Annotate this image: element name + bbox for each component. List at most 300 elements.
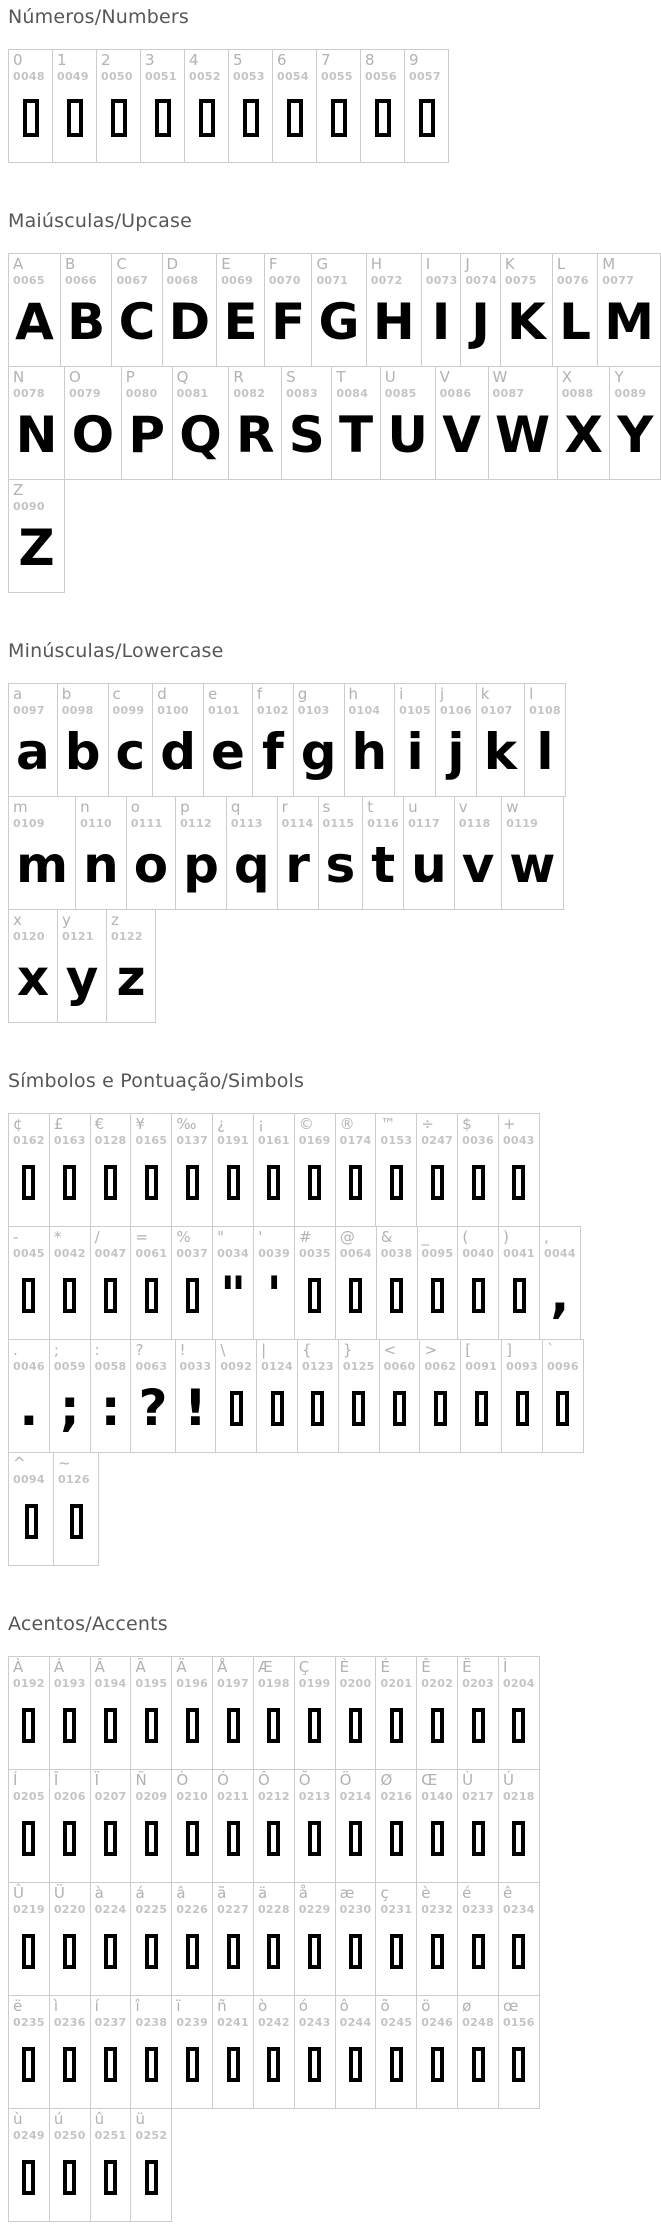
- glyph-char-label: ]: [506, 1341, 512, 1359]
- glyph-code-label: 0072: [370, 273, 403, 287]
- missing-glyph-box-icon: [349, 2047, 362, 2082]
- glyph-code-label: 0198: [257, 1676, 290, 1690]
- glyph-code-label: 0073: [425, 273, 458, 287]
- glyph-code-label: 0115: [322, 816, 355, 830]
- glyph-char-label: ç: [380, 1884, 389, 1902]
- missing-glyph-box-icon: [308, 1708, 321, 1743]
- glyph-code-label: 0091: [465, 1359, 498, 1373]
- glyph-section: [8, 6, 661, 163]
- glyph-preview-missing: [376, 1804, 416, 1882]
- glyph-code-label: 0087: [492, 386, 525, 400]
- glyph-cell-header: [540, 1227, 580, 1261]
- glyph-code-label: 0048: [13, 69, 45, 83]
- glyph-preview: i: [406, 723, 424, 781]
- glyph-preview: Z: [18, 519, 55, 577]
- glyph-char-label: ): [503, 1228, 510, 1246]
- glyph-code-label: 0038: [380, 1246, 413, 1260]
- glyph-preview-missing: [336, 1804, 376, 1882]
- missing-glyph-box-icon: [472, 2047, 485, 2082]
- missing-glyph-box-icon: [308, 2047, 321, 2082]
- glyph-cell-header: [254, 1114, 294, 1148]
- glyph-cell: [435, 366, 489, 480]
- glyph-cell-header: [9, 367, 64, 401]
- glyph-char-label: ,: [544, 1228, 549, 1246]
- glyph-code-label: 0234: [502, 1902, 535, 1916]
- glyph-code-label: 0084: [336, 386, 369, 400]
- glyph-char-label: õ: [380, 1997, 390, 2015]
- glyph-cell: [542, 1339, 584, 1453]
- glyph-char-label: ü: [135, 2110, 145, 2128]
- glyph-preview-missing: [273, 84, 316, 162]
- glyph-cell: [335, 1769, 377, 1883]
- glyph-code-label: 0093: [506, 1359, 538, 1373]
- glyph-char-label: ÷: [421, 1115, 434, 1133]
- missing-glyph-box-icon: [472, 1708, 485, 1743]
- glyph-preview: B: [67, 293, 106, 351]
- glyph-cell-header: [9, 797, 75, 831]
- glyph-cell: [294, 1769, 336, 1883]
- glyph-cell-header: [404, 797, 454, 831]
- glyph-cell: [344, 683, 396, 797]
- glyph-cell: [171, 1882, 213, 1996]
- missing-glyph-box-icon: [390, 1934, 403, 1969]
- glyph-cell: [597, 253, 661, 367]
- glyph-code-label: 0035: [299, 1246, 331, 1260]
- glyph-preview: D: [168, 293, 211, 351]
- glyph-cell: [294, 1882, 336, 1996]
- missing-glyph-box-icon: [22, 1708, 35, 1743]
- missing-glyph-box-icon: [512, 1165, 525, 1200]
- glyph-code-label: 0249: [13, 2128, 45, 2142]
- glyph-char-label: ù: [13, 2110, 23, 2128]
- glyph-cell-header: [91, 1883, 131, 1917]
- glyph-cell: [171, 1656, 213, 1770]
- glyph-cell: [501, 796, 563, 910]
- glyph-cell-header: [499, 1114, 539, 1148]
- missing-glyph-box-icon: [145, 1278, 158, 1313]
- glyph-char-label: m: [13, 798, 28, 816]
- glyph-cell: [126, 796, 176, 910]
- glyph-cell: [253, 1656, 295, 1770]
- missing-glyph-box-icon: [472, 1821, 485, 1856]
- glyph-preview-missing: [172, 1148, 212, 1226]
- glyph-char-label: K: [504, 255, 515, 273]
- glyph-char-label: (: [462, 1228, 469, 1246]
- glyph-cell: [498, 1995, 540, 2109]
- missing-glyph-box-icon: [513, 1278, 526, 1313]
- glyph-cell-header: [9, 1453, 53, 1487]
- glyph-preview-missing: [499, 2030, 539, 2108]
- glyph-cell: [335, 1656, 377, 1770]
- glyph-cell-header: [598, 254, 660, 288]
- missing-glyph-box-icon: [104, 2047, 117, 2082]
- glyph-cell-header: [367, 254, 421, 288]
- glyph-code-label: 0195: [135, 1676, 168, 1690]
- glyph-cell-header: [458, 1770, 498, 1804]
- glyph-row: [8, 909, 661, 1023]
- glyph-cell-header: [499, 1883, 539, 1917]
- glyph-preview-missing: [50, 1148, 90, 1226]
- glyph-cell: [331, 366, 380, 480]
- glyph-cell-header: [361, 50, 404, 84]
- glyph-code-label: 0081: [176, 386, 209, 400]
- glyph-cell-header: [254, 1657, 294, 1691]
- glyph-code-label: 0079: [69, 386, 101, 400]
- glyph-cell: [8, 1882, 50, 1996]
- missing-glyph-box-icon: [63, 2160, 76, 2195]
- glyph-cell-header: [172, 1883, 212, 1917]
- glyph-code-label: 0245: [380, 2015, 413, 2029]
- glyph-char-label: A: [13, 255, 24, 273]
- glyph-cell-header: [173, 367, 229, 401]
- glyph-char-label: b: [61, 685, 72, 703]
- glyph-cell: [253, 1769, 295, 1883]
- glyph-cell-header: [131, 1657, 171, 1691]
- glyph-cell: [457, 1656, 499, 1770]
- glyph-code-label: 0088: [561, 386, 594, 400]
- glyph-cell-header: [229, 367, 281, 401]
- glyph-cell-header: [319, 797, 363, 831]
- glyph-cell-header: [53, 50, 96, 84]
- glyph-cell: [335, 1226, 377, 1340]
- glyph-preview-missing: [405, 84, 448, 162]
- glyph-char-label: ?: [135, 1341, 144, 1359]
- glyph-cell: [90, 2108, 132, 2222]
- missing-glyph-box-icon: [22, 1821, 35, 1856]
- glyph-cell: [375, 1882, 417, 1996]
- glyph-code-label: 0165: [135, 1133, 168, 1147]
- missing-glyph-box-icon: [267, 1821, 280, 1856]
- glyph-code-label: 0070: [268, 273, 301, 287]
- glyph-cell: [212, 1656, 254, 1770]
- glyph-preview-missing: [336, 2030, 376, 2108]
- glyph-cell: [380, 366, 436, 480]
- glyph-char-label: l: [529, 685, 534, 703]
- glyph-char-label: û: [94, 2110, 105, 2128]
- glyph-cell-header: [376, 1114, 416, 1148]
- glyph-char-label: h: [348, 685, 359, 703]
- glyph-code-label: 0042: [53, 1246, 86, 1260]
- glyph-cell-header: [295, 1996, 335, 2030]
- glyph-cell-header: [9, 1657, 49, 1691]
- glyph-cell-header: [525, 684, 565, 718]
- glyph-cell-header: [227, 797, 277, 831]
- glyph-cell: [175, 796, 227, 910]
- glyph-char-label: ë: [13, 1997, 23, 2015]
- glyph-char-label: 1: [57, 51, 67, 69]
- glyph-code-label: 0192: [13, 1676, 45, 1690]
- glyph-char-label: Z: [13, 481, 24, 499]
- glyph-cell-header: [172, 1657, 212, 1691]
- glyph-code-label: 0065: [13, 273, 45, 287]
- glyph-cell: [253, 1995, 295, 2109]
- missing-glyph-box-icon: [375, 99, 391, 137]
- glyph-preview-missing: [499, 1261, 539, 1339]
- glyph-char-label: :: [94, 1341, 100, 1359]
- glyph-preview-missing: [499, 1917, 539, 1995]
- glyph-cell: [316, 49, 361, 163]
- glyph-cell: [264, 253, 313, 367]
- glyph-cell-header: [295, 1227, 335, 1261]
- glyph-preview: G: [318, 293, 360, 351]
- glyph-cell: [460, 253, 501, 367]
- glyph-char-label: Ü: [53, 1884, 65, 1902]
- glyph-preview-missing: [376, 1148, 416, 1226]
- glyph-cell-header: [91, 2109, 131, 2143]
- missing-glyph-box-icon: [308, 1278, 321, 1313]
- glyph-char-label: R: [233, 368, 244, 386]
- missing-glyph-box-icon: [349, 1165, 362, 1200]
- glyph-char-label: d: [157, 685, 167, 703]
- glyph-code-label: 0076: [556, 273, 589, 287]
- glyph-cell: [215, 1339, 257, 1453]
- glyph-code-label: 0251: [94, 2128, 127, 2142]
- glyph-preview: m: [16, 836, 69, 894]
- glyph-preview-missing: [254, 2030, 294, 2108]
- glyph-preview-missing: [417, 1148, 457, 1226]
- glyph-code-label: 0064: [339, 1246, 372, 1260]
- glyph-cell-header: [458, 1883, 498, 1917]
- glyph-char-label: œ: [502, 1997, 519, 2015]
- glyph-preview: P: [128, 406, 166, 464]
- glyph-cell: [8, 1226, 50, 1340]
- glyph-char-label: #: [299, 1228, 312, 1246]
- glyph-cell: [49, 1769, 91, 1883]
- glyph-cell: [366, 253, 422, 367]
- glyph-preview-missing: [458, 1148, 498, 1226]
- glyph-char-label: T: [336, 368, 346, 386]
- glyph-cell-header: [58, 684, 108, 718]
- missing-glyph-box-icon: [287, 99, 303, 137]
- glyph-cell-header: [420, 1340, 460, 1374]
- glyph-char-label: ®: [339, 1115, 355, 1133]
- glyph-char-label: F: [268, 255, 278, 273]
- glyph-cell: [75, 796, 127, 910]
- glyph-char-label: ô: [339, 1997, 349, 2015]
- missing-glyph-box-icon: [104, 1165, 117, 1200]
- glyph-preview: J: [471, 293, 490, 351]
- glyph-char-label: Û: [13, 1884, 24, 1902]
- missing-glyph-box-icon: [227, 2047, 240, 2082]
- glyph-char-label: B: [65, 255, 76, 273]
- glyph-cell: [203, 683, 253, 797]
- glyph-char-label: x: [13, 911, 22, 929]
- glyph-code-label: 0060: [383, 1359, 416, 1373]
- glyph-row: [8, 253, 661, 367]
- glyph-cell-header: [131, 1770, 171, 1804]
- glyph-char-label: È: [339, 1658, 350, 1676]
- glyph-preview-missing: [377, 1261, 417, 1339]
- missing-glyph-box-icon: [63, 1165, 76, 1200]
- glyph-preview-missing: [461, 1374, 501, 1452]
- glyph-char-label: Æ: [257, 1658, 273, 1676]
- glyph-cell-header: [461, 254, 500, 288]
- glyph-char-label: =: [135, 1228, 149, 1246]
- glyph-cell: [457, 1113, 499, 1227]
- glyph-cell-header: [58, 910, 106, 944]
- glyph-cell-header: [50, 1227, 90, 1261]
- glyph-code-label: 0057: [409, 69, 441, 83]
- glyph-preview-missing: [50, 2143, 90, 2221]
- glyph-cell-header: [336, 1227, 376, 1261]
- glyph-cell: [212, 1769, 254, 1883]
- glyph-code-label: 0094: [13, 1472, 45, 1486]
- glyph-code-label: 0250: [53, 2128, 86, 2142]
- glyph-cell: [228, 366, 282, 480]
- glyph-char-label: è: [421, 1884, 431, 1902]
- glyph-preview-missing: [9, 1487, 53, 1565]
- glyph-code-label: 0125: [342, 1359, 375, 1373]
- glyph-preview: :: [100, 1379, 121, 1437]
- glyph-code-label: 0126: [58, 1472, 90, 1486]
- glyph-preview: M: [604, 293, 655, 351]
- glyph-char-label: Ø: [380, 1771, 393, 1789]
- glyph-cell: [130, 1882, 172, 1996]
- glyph-cell: [539, 1226, 581, 1340]
- glyph-cell-header: [91, 1340, 131, 1374]
- glyph-cell: [421, 253, 462, 367]
- glyph-code-label: 0086: [439, 386, 472, 400]
- section-title: Minúsculas/Lowercase: [8, 640, 224, 662]
- glyph-row: [8, 1113, 661, 1227]
- glyph-preview-missing: [417, 1691, 457, 1769]
- glyph-char-label: Ä: [176, 1658, 187, 1676]
- glyph-char-label: ò: [257, 1997, 268, 2015]
- glyph-cell: [130, 2108, 172, 2222]
- glyph-cell-header: [254, 1883, 294, 1917]
- glyph-cell-header: [216, 1340, 256, 1374]
- glyph-cell-header: [229, 50, 272, 84]
- glyph-cell: [53, 1452, 99, 1566]
- glyph-cell-header: [458, 1657, 498, 1691]
- glyph-cell: [403, 796, 455, 910]
- glyph-char-label: ¿: [217, 1115, 226, 1133]
- glyph-char-label: ~: [58, 1454, 71, 1472]
- glyph-preview-missing: [172, 1804, 212, 1882]
- glyph-cell: [90, 1339, 132, 1453]
- missing-glyph-box-icon: [311, 1391, 324, 1426]
- missing-glyph-box-icon: [145, 1708, 158, 1743]
- glyph-preview-missing: [131, 2030, 171, 2108]
- glyph-code-label: 0230: [339, 1902, 372, 1916]
- section-title: Acentos/Accents: [8, 1613, 168, 1635]
- glyph-cell-header: [499, 1996, 539, 2030]
- glyph-cell-header: [405, 50, 448, 84]
- glyph-preview-missing: [50, 1804, 90, 1882]
- glyph-char-label: O: [69, 368, 81, 386]
- glyph-preview: d: [160, 723, 196, 781]
- glyph-row: [8, 1339, 661, 1453]
- missing-glyph-box-icon: [145, 2160, 158, 2195]
- glyph-cell: [476, 683, 525, 797]
- glyph-char-label: p: [180, 798, 190, 816]
- glyph-code-label: 0043: [502, 1133, 535, 1147]
- glyph-row: [8, 1882, 661, 1996]
- glyph-char-label: ": [217, 1228, 225, 1246]
- missing-glyph-box-icon: [186, 2047, 199, 2082]
- glyph-char-label: <: [383, 1341, 397, 1359]
- glyph-preview: ': [266, 1266, 282, 1324]
- glyph-cell-header: [553, 254, 597, 288]
- glyph-code-label: 0054: [277, 69, 309, 83]
- glyph-char-label: +: [502, 1115, 516, 1133]
- glyph-code-label: 0117: [408, 816, 440, 830]
- glyph-cell-header: [282, 367, 331, 401]
- glyph-preview: R: [235, 406, 275, 464]
- glyph-char-label: é: [462, 1884, 472, 1902]
- glyph-code-label: 0051: [145, 69, 177, 83]
- glyph-char-label: Ò: [176, 1771, 189, 1789]
- glyph-cell-header: [455, 797, 502, 831]
- glyph-char-label: J: [465, 255, 470, 273]
- glyph-code-label: 0228: [257, 1902, 290, 1916]
- glyph-cell-header: [131, 1996, 171, 2030]
- glyph-cell: [49, 1339, 91, 1453]
- section-title: Símbolos e Pontuação/Simbols: [8, 1070, 305, 1092]
- glyph-cell-header: [213, 1657, 253, 1691]
- glyph-char-label: n: [80, 798, 90, 816]
- glyph-cell-header: [217, 254, 264, 288]
- glyph-cell: [96, 49, 141, 163]
- missing-glyph-box-icon: [390, 1278, 403, 1313]
- glyph-code-label: 0204: [502, 1676, 535, 1690]
- glyph-code-label: 0123: [301, 1359, 334, 1373]
- glyph-code-label: 0210: [176, 1789, 209, 1803]
- glyph-cell: [8, 49, 53, 163]
- missing-glyph-box-icon: [186, 1165, 199, 1200]
- glyph-preview: v: [461, 836, 495, 894]
- glyph-preview-missing: [213, 1917, 253, 1995]
- missing-glyph-box-icon: [145, 1934, 158, 1969]
- glyph-code-label: 0236: [53, 2015, 86, 2029]
- glyph-cell: [130, 1656, 172, 1770]
- glyph-cell: [498, 1656, 540, 1770]
- glyph-preview-missing: [141, 84, 184, 162]
- missing-glyph-box-icon: [63, 1934, 76, 1969]
- glyph-preview: U: [387, 406, 428, 464]
- missing-glyph-box-icon: [431, 2047, 444, 2082]
- glyph-char-label: *: [53, 1228, 62, 1246]
- glyph-code-label: 0034: [217, 1246, 249, 1260]
- glyph-cell: [404, 49, 449, 163]
- glyph-char-label: g: [297, 685, 308, 703]
- glyph-cell-header: [380, 1340, 420, 1374]
- glyph-cell-header: [336, 1657, 376, 1691]
- glyph-preview-missing: [543, 1374, 583, 1452]
- glyph-char-label: Ã: [135, 1658, 146, 1676]
- glyph-char-label: L: [556, 255, 566, 273]
- glyph-cell: [90, 1656, 132, 1770]
- glyph-code-label: 0082: [233, 386, 266, 400]
- glyph-cell-header: [489, 367, 557, 401]
- glyph-preview-missing: [91, 1691, 131, 1769]
- glyph-char-label: Ë: [462, 1658, 472, 1676]
- glyph-cell-header: [76, 797, 126, 831]
- glyph-cell-header: [91, 1996, 131, 2030]
- glyph-preview: q: [233, 836, 270, 894]
- glyph-code-label: 0063: [135, 1359, 168, 1373]
- missing-glyph-box-icon: [63, 1278, 76, 1313]
- glyph-code-label: 0225: [135, 1902, 168, 1916]
- glyph-char-label: ú: [53, 2110, 64, 2128]
- glyph-code-label: 0224: [94, 1902, 127, 1916]
- glyph-preview-missing: [458, 2030, 498, 2108]
- glyph-char-label: S: [286, 368, 296, 386]
- glyph-cell: [253, 1113, 295, 1227]
- missing-glyph-box-icon: [63, 2047, 76, 2082]
- missing-glyph-box-icon: [390, 1821, 403, 1856]
- glyph-cell: [130, 1339, 175, 1453]
